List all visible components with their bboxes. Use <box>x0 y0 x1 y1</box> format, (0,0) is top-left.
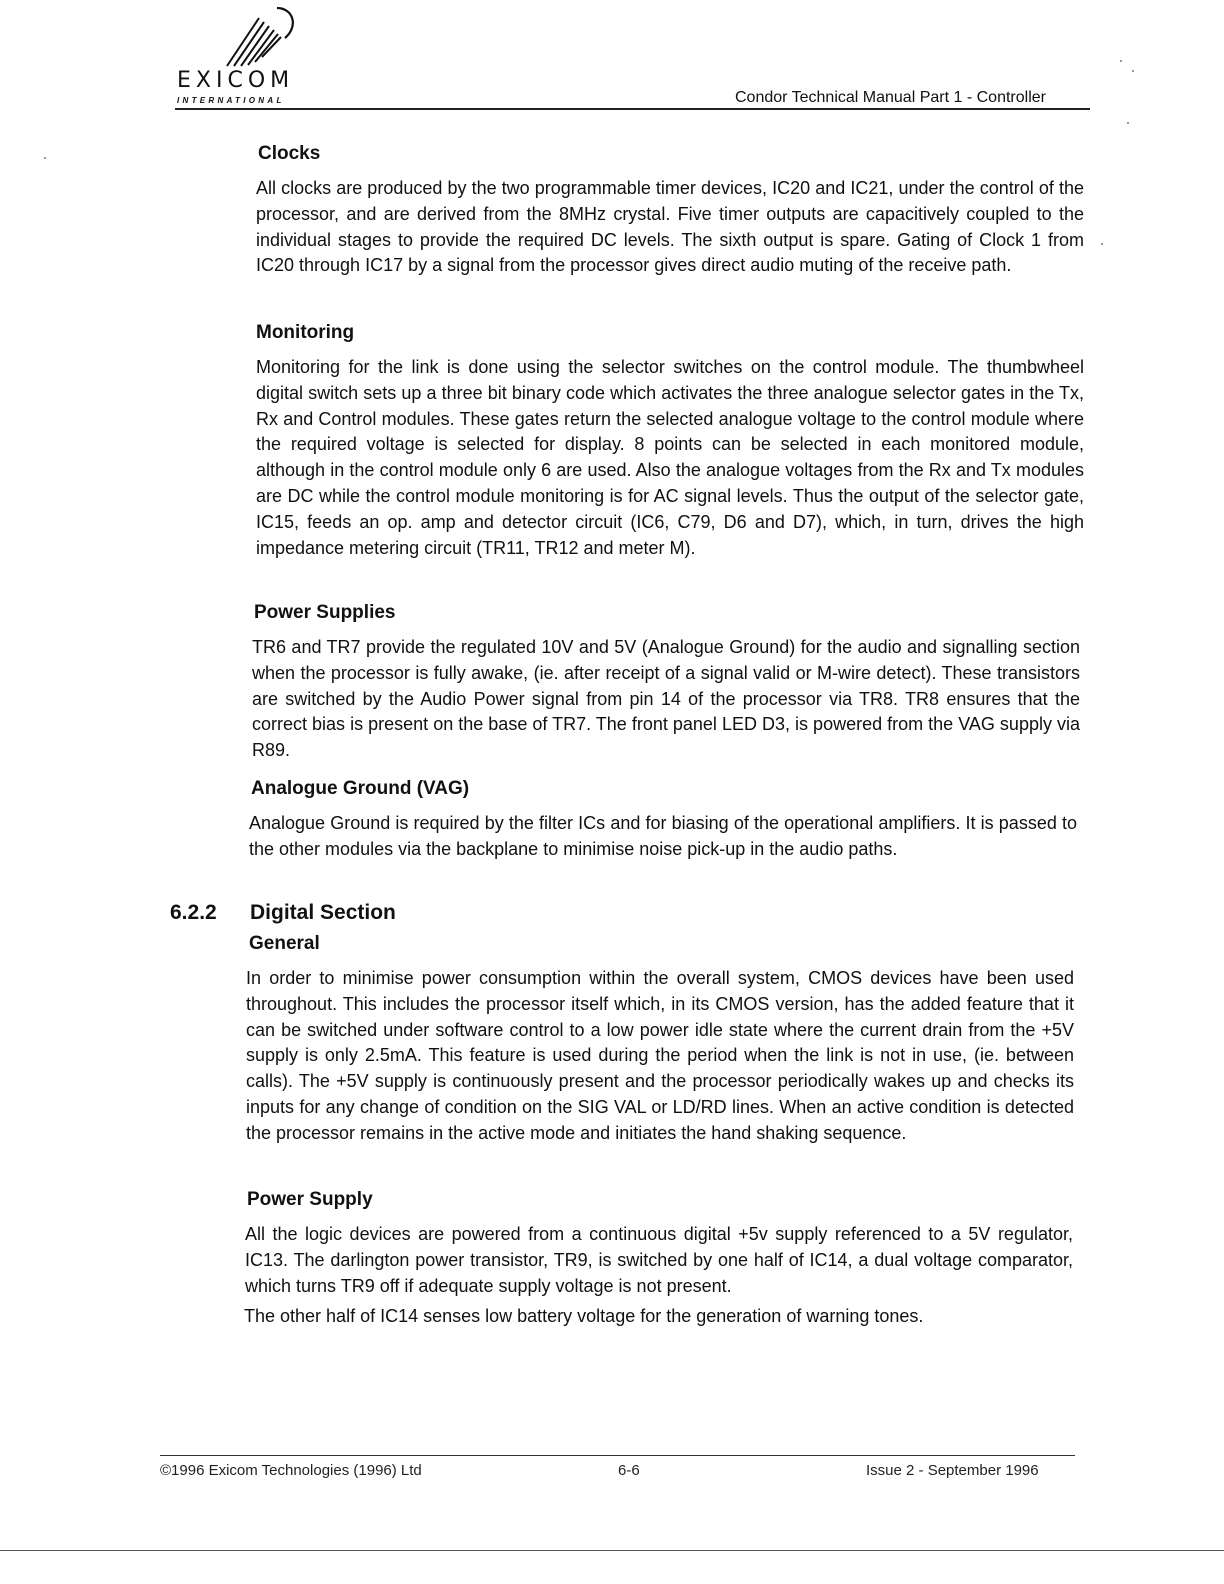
scan-speck <box>44 157 46 159</box>
paragraph-power-supply-2: The other half of IC14 senses low battery voltage for the generation of warning tones. <box>244 1306 924 1326</box>
heading-power-supply: Power Supply <box>247 1189 373 1210</box>
footer-copyright: ©1996 Exicom Technologies (1996) Ltd <box>160 1462 422 1479</box>
header-divider <box>175 108 1090 110</box>
heading-clocks: Clocks <box>258 143 321 164</box>
paragraph-analogue-ground: Analogue Ground is required by the filter ICs and for biasing of the operational amplifiers. It is passed to the other modules via the backplane to minimise noise pick-up in the audio paths. <box>249 813 1077 859</box>
section-number: 6.2.2 <box>170 901 217 924</box>
footer-divider <box>160 1455 1075 1456</box>
header-title: Condor Technical Manual Part 1 - Controller <box>735 89 1046 106</box>
heading-general: General <box>249 933 320 954</box>
heading-analogue-ground: Analogue Ground (VAG) <box>251 778 470 799</box>
paragraph-power-supply: All the logic devices are powered from a continuous digital +5v supply referenced to a 5V regulator, IC13. The darlington power transistor, TR9, is switched by one half of IC14, a dual voltage comparator, which turns TR9 off if adequate supply voltage is not present. <box>245 1224 1073 1296</box>
scan-speck <box>1101 243 1103 245</box>
scan-speck <box>1120 60 1122 62</box>
scan-speck <box>1127 122 1129 124</box>
paragraph-clocks: All clocks are produced by the two programmable timer devices, IC20 and IC21, under the control of the processor, and are derived from the 8MHz crystal. Five timer outputs are capacitively coupled to the individual stages to provide the required DC levels. The sixth output is spare. Gating of Clock 1 from IC20 through IC17 by a signal from the processor gives direct audio muting of the receive path. <box>256 178 1084 276</box>
scan-edge-line <box>0 1550 1224 1551</box>
logo-wordmark: EXICOM <box>177 68 295 93</box>
logo-tagline: INTERNATIONAL <box>177 96 285 105</box>
heading-monitoring: Monitoring <box>256 322 355 343</box>
scan-speck <box>1132 70 1134 72</box>
paragraph-monitoring: Monitoring for the link is done using the selector switches on the control module. The thumbwheel digital switch sets up a three bit binary code which activates the three analogue selector gates in the Tx, Rx and Control modules. These gates return the selected analogue voltage to the control module where the required voltage is selected for display. 8 points can be selected in each monitored module, although in the control module only 6 are used. Also the analogue voltages from the Rx and Tx modules are DC while the control module monitoring is for AC signal levels. Thus the output of the selector gate, IC15, feeds an op. amp and detector circuit (IC6, C79, D6 and D7), which, in turn, drives the high impedance metering circuit (TR11, TR12 and meter M). <box>256 357 1084 558</box>
paragraph-power-supplies: TR6 and TR7 provide the regulated 10V and 5V (Analogue Ground) for the audio and signalling section when the processor is fully awake, (ie. after receipt of a signal valid or M-wire detect). These transistors are switched by the Audio Power signal from pin 14 of the processor via TR8. TR8 ensures that the correct bias is present on the base of TR7. The front panel LED D3, is powered from the VAG supply via R89. <box>252 637 1080 761</box>
footer-page-number: 6-6 <box>618 1462 640 1479</box>
logo-mark-icon <box>215 4 305 70</box>
exicom-logo <box>175 4 345 104</box>
paragraph-general: In order to minimise power consumption within the overall system, CMOS devices have been used throughout. This includes the processor itself which, in its CMOS version, has the added feature that it can be switched under software control to a low power idle state where the current drain from the +5V supply is only 2.5mA. This feature is used during the period when the link is not in use, (ie. between calls). The +5V supply is continuously present and the processor periodically wakes up and checks its inputs for any change of condition on the SIG VAL or LD/RD lines. When an active condition is detected the processor remains in the active mode and initiates the hand shaking sequence. <box>246 968 1074 1143</box>
heading-power-supplies: Power Supplies <box>254 602 396 623</box>
section-title: Digital Section <box>250 901 396 924</box>
footer-issue: Issue 2 - September 1996 <box>866 1462 1039 1479</box>
